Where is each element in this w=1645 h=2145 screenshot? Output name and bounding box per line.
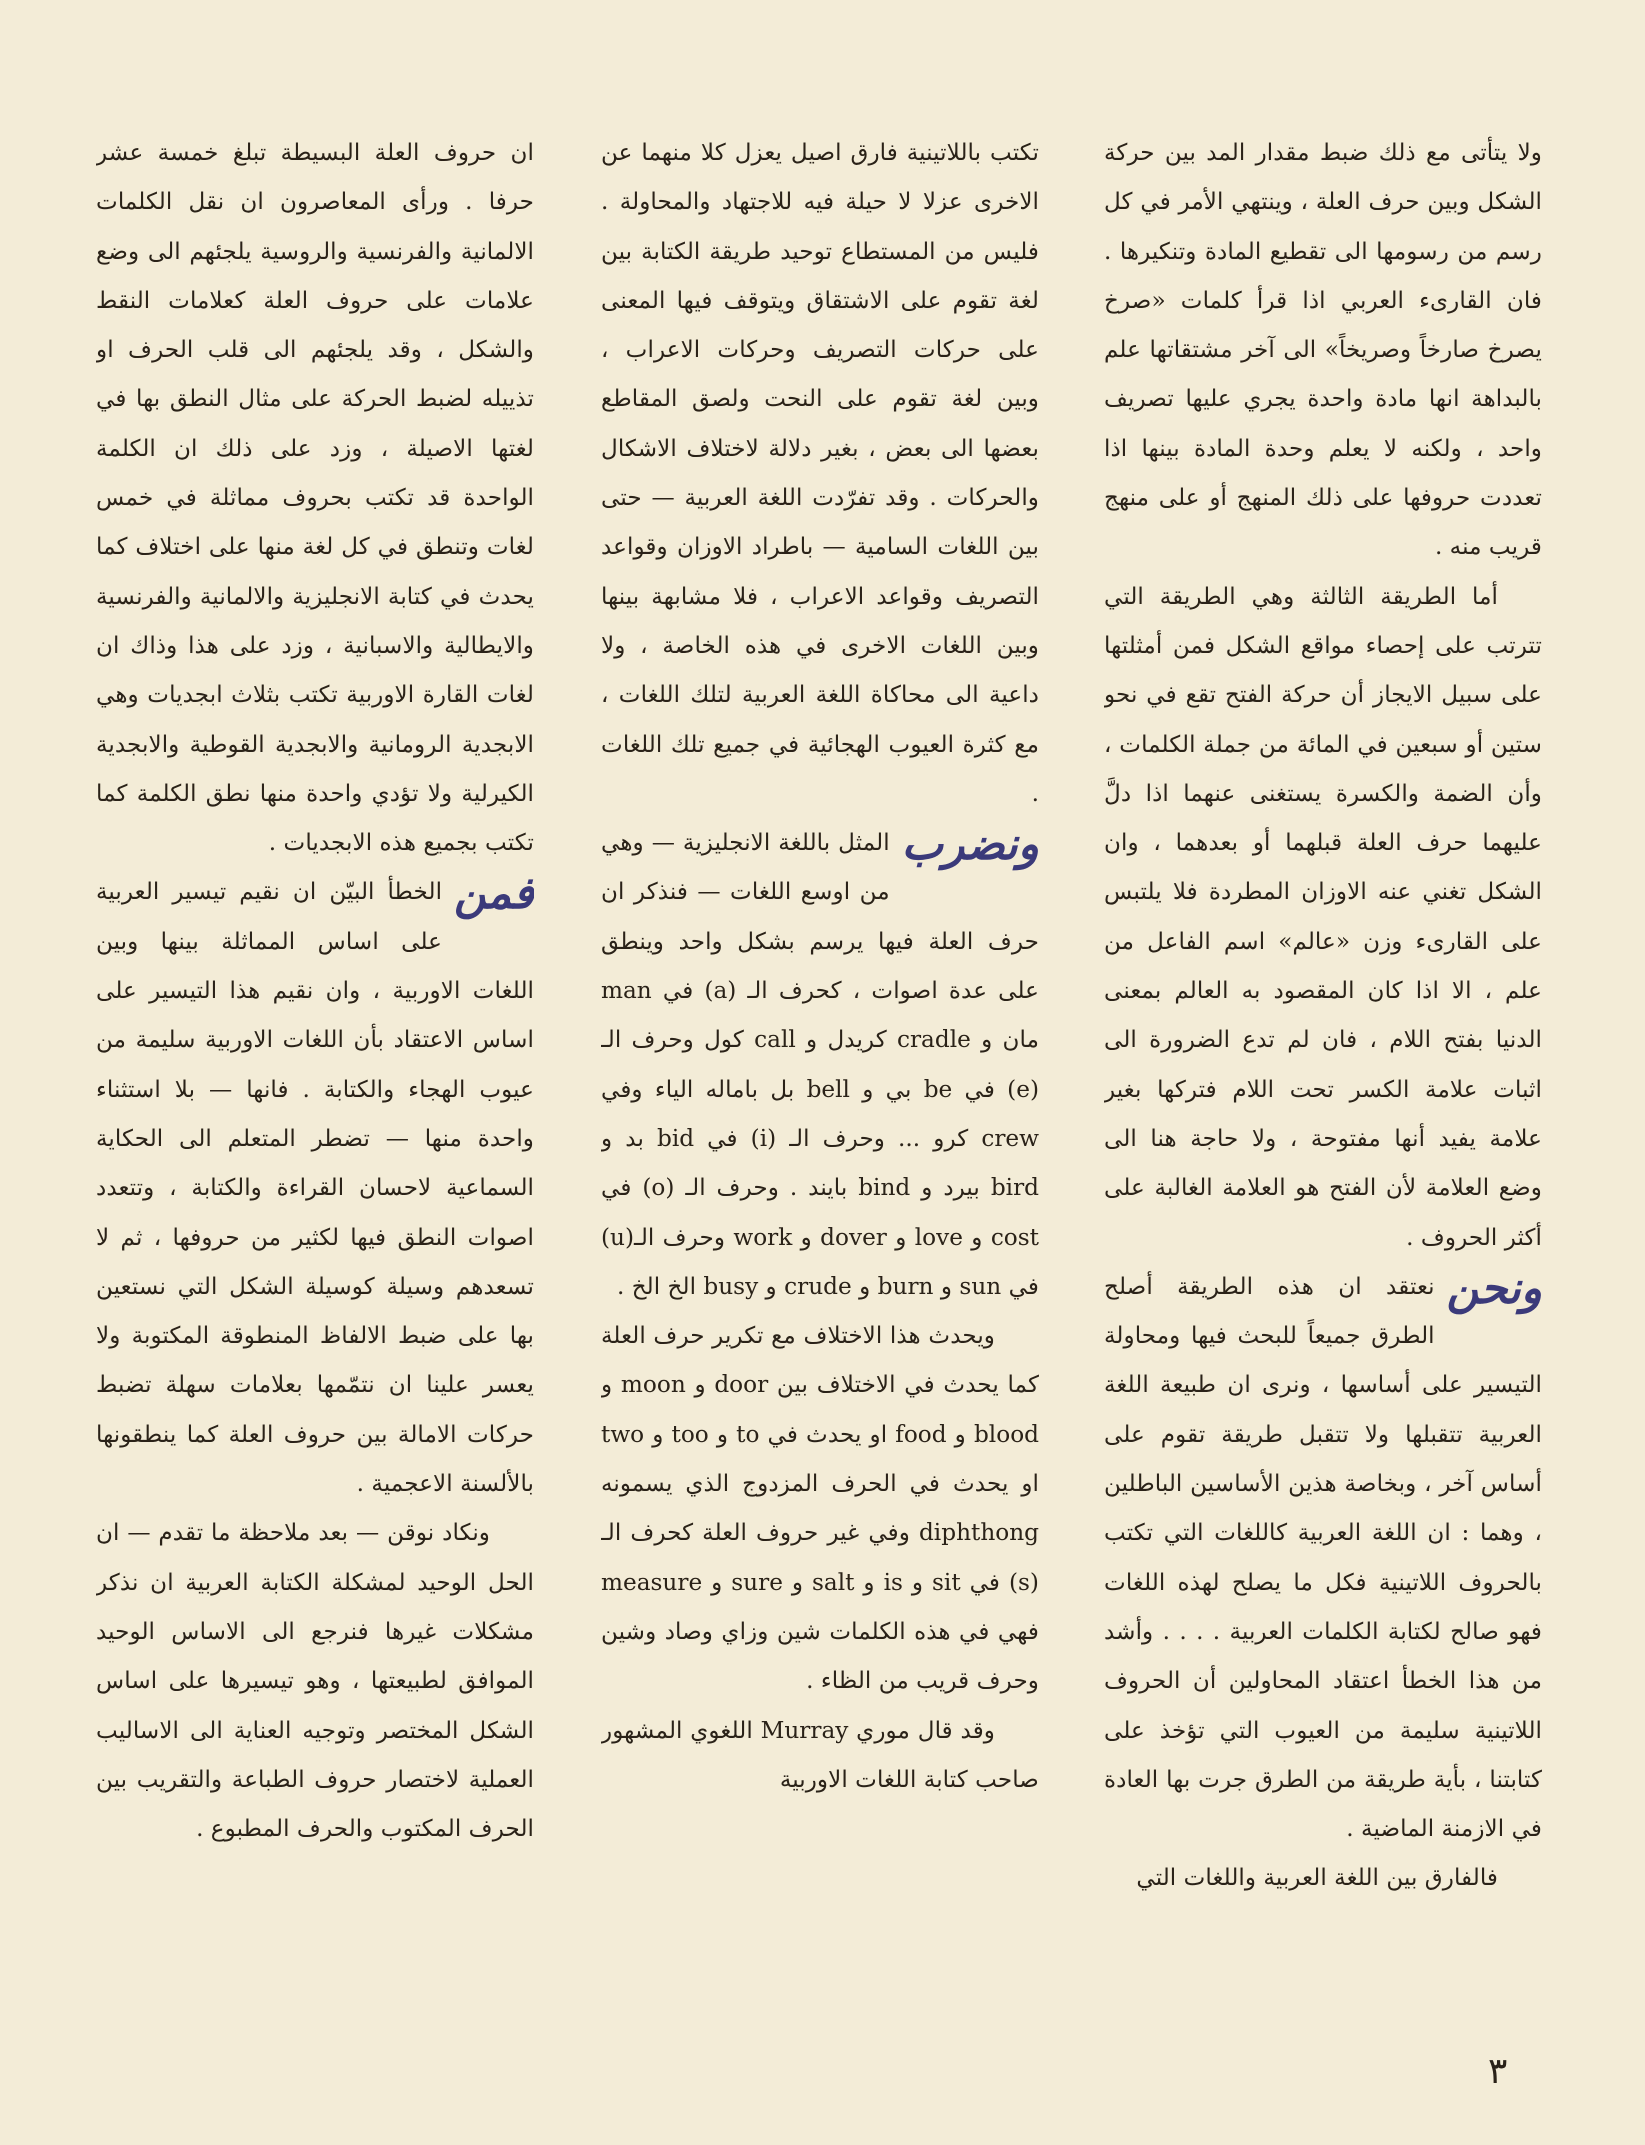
paragraph-text: الخطأ البيّن ان نقيم تيسير العربية على اساس المماثلة بينها وبين اللغات الاوربية ، وان نقيم هذا التيسير على اساس الاعتقاد بأن اللغات الاوربية سليمة من عيوب الهجاء والكتابة . فانها — بلا استثناء واحدة منها — تضطر المتعلم الى الحكاية السماعية لاحسان القراءة والكتابة ، وتتعدد اصوات النطق فيها لكثير من حروفها ، ثم لا تسعدهم وسيلة كوسيلة الشكل التي نستعين بها على ضبط الالفاظ المنطوقة المكتوبة ولا يعسر علينا ان نتمّمها بعلامات سهلة تضبط حركات الامالة بين حروف العلة كما ينطقونها بالألسنة الاعجمية . <box>96 878 534 1498</box>
drop-word: ونضرب <box>901 819 1039 871</box>
paragraph-with-drop-word <box>1104 1262 1542 1854</box>
drop-word: ونحن <box>1446 1262 1542 1314</box>
paragraph-text: نعتقد ان هذه الطريقة أصلح الطرق جميعاً للبحث فيها ومحاولة التيسير على أساسها ، ونرى ان طبيعة اللغة العربية تتقبلها ولا تتقبل طريقة تقوم على أساس آخر ، وبخاصة هذين الأساسين الباطلين ، وهما : ان اللغة العربية كاللغات التي تكتب بالحروف اللاتينية فكل ما يصلح لهذه اللغات فهو صالح لكتابة الكلمات العربية . . . . وأشد من هذا الخطأ اعتقاد المحاولين أن الحروف اللاتينية سليمة من العيوب التي تؤخذ على كتابتنا ، بأية طريقة من الطرق جرت بها العادة في الازمنة الماضية . <box>1104 1272 1542 1843</box>
paragraph: فالفارق بين اللغة العربية واللغات التي <box>1136 1864 1498 1892</box>
paragraph: وقد قال موري Murray اللغوي المشهور صاحب كتابة اللغات الاوربية <box>601 1716 1039 1793</box>
paragraph: ويحدث هذا الاختلاف مع تكرير حرف العلة كما يحدث في الاختلاف بين door و moon و blood و food او يحدث في to و too و two او يحدث في الحرف المزدوج الذي يسمونه diphthong وفي غير حروف العلة كحرف الـ (s) في sit و is و salt و sure و measure فهي في هذه الكلمات شين وزاي وصاد وشين وحرف قريب من الظاء . <box>601 1322 1039 1695</box>
paragraph-with-drop-word <box>96 867 534 1508</box>
paragraph: ان حروف العلة البسيطة تبلغ خمسة عشر حرفا . ورأى المعاصرون ان نقل الكلمات الالمانية والفرنسية والروسية يلجئهم الى وضع علامات على حروف العلة كعلامات النقط والشكل ، وقد يلجئهم الى قلب الحرف او تذييله لضبط الحركة على مثال النطق بها في لغتها الاصيلة ، وزد على ذلك ان الكلمة الواحدة قد تكتب بحروف مماثلة في خمس لغات وتنطق في كل لغة منها على اختلاف كما يحدث في كتابة الانجليزية والالمانية والفرنسية والايطالية والاسبانية ، وزد على هذا وذاك ان لغات القارة الاوربية تكتب بثلاث ابجديات وهي الابجدية الرومانية والابجدية القوطية والابجدية الكيرلية ولا تؤدي واحدة منها نطق الكلمة كما تكتب بجميع هذه الابجديات . <box>96 139 534 857</box>
paragraph: تكتب باللاتينية فارق اصيل يعزل كلا منهما عن الاخرى عزلا لا حيلة فيه للاجتهاد والمحاولة . فليس من المستطاع توحيد طريقة الكتابة بين لغة تقوم على الاشتقاق ويتوقف فيها المعنى على حركات التصريف وحركات الاعراب ، وبين لغة تقوم على النحت ولصق المقاطع بعضها الى بعض ، بغير دلالة لاختلاف الاشكال والحركات . وقد تفرّدت اللغة العربية — حتى بين اللغات السامية — باطراد الاوزان وقواعد التصريف وقواعد الاعراب ، فلا مشابهة بينها وبين اللغات الاخرى في هذه الخاصة ، ولا داعية الى محاكاة اللغة العربية لتلك اللغات ، مع كثرة العيوب الهجائية في جميع تلك اللغات . <box>601 139 1039 807</box>
paragraph-with-drop-word <box>601 818 1039 1311</box>
drop-word: فمن <box>454 868 534 920</box>
text-column-middle <box>601 128 1039 2028</box>
paragraph-text: المثل باللغة الانجليزية — وهي من اوسع اللغات — فنذكر ان حرف العلة فيها يرسم بشكل واحد وينطق على عدة اصوات ، كحرف الـ (a) في man مان و cradle كريدل و call كول وحرف الـ (e) في be بي و bell بل باماله الياء وفي crew كرو ... وحرف الـ (i) في bid بد و bird بيرد و bind بايند . وحرف الـ (o) في cost و love و dover و work وحرف الـ(u) في sun و burn و crude و busy الخ الخ . <box>601 829 1039 1300</box>
paragraph: ونكاد نوقن — بعد ملاحظة ما تقدم — ان الحل الوحيد لمشكلة الكتابة العربية ان نذكر مشكلات غيرها فنرجع الى الاساس الوحيد الموافق لطبيعتها ، وهو تيسيرها على اساس الشكل المختصر وتوجيه العناية الى الاساليب العملية لاختصار حروف الطباعة والتقريب بين الحرف المكتوب والحرف المطبوع . <box>96 1519 534 1843</box>
paragraph: ولا يتأتى مع ذلك ضبط مقدار المد بين حركة الشكل وبين حرف العلة ، وينتهي الأمر في كل رسم من رسومها الى تقطيع المادة وتنكيرها . فان القارىء العربي اذا قرأ كلمات «صرخ يصرخ صارخاً وصريخاً» الى آخر مشتقاتها علم بالبداهة انها مادة واحدة يجري عليها تصريف واحد ، ولكنه لا يعلم وحدة المادة بينها اذا تعددت حروفها على ذلك المنهج أو على منهج قريب منه . <box>1104 139 1542 561</box>
paragraph: أما الطريقة الثالثة وهي الطريقة التي تترتب على إحصاء مواقع الشكل فمن أمثلتها على سبيل الايجاز أن حركة الفتح تقع في نحو ستين أو سبعين في المائة من جملة الكلمات ، وأن الضمة والكسرة يستغنى عنهما اذا دلَّ عليهما حرف العلة قبلهما أو بعدهما ، وان الشكل تغني عنه الاوزان المطردة فلا يلتبس على القارىء وزن «عالم» اسم الفاعل من علم ، الا اذا كان المقصود به العالم بمعنى الدنيا بفتح اللام ، فان لم تدع الضرورة الى اثبات علامة الكسر تحت اللام فتركها بغير علامة يفيد أنها مفتوحة ، ولا حاجة هنا الى وضع العلامة لأن الفتح هو العلامة الغالبة على أكثر الحروف . <box>1104 582 1542 1251</box>
page-number: ٣ <box>1488 2051 1508 2092</box>
text-column-left <box>96 128 534 2028</box>
text-column-right <box>1104 128 1542 2028</box>
